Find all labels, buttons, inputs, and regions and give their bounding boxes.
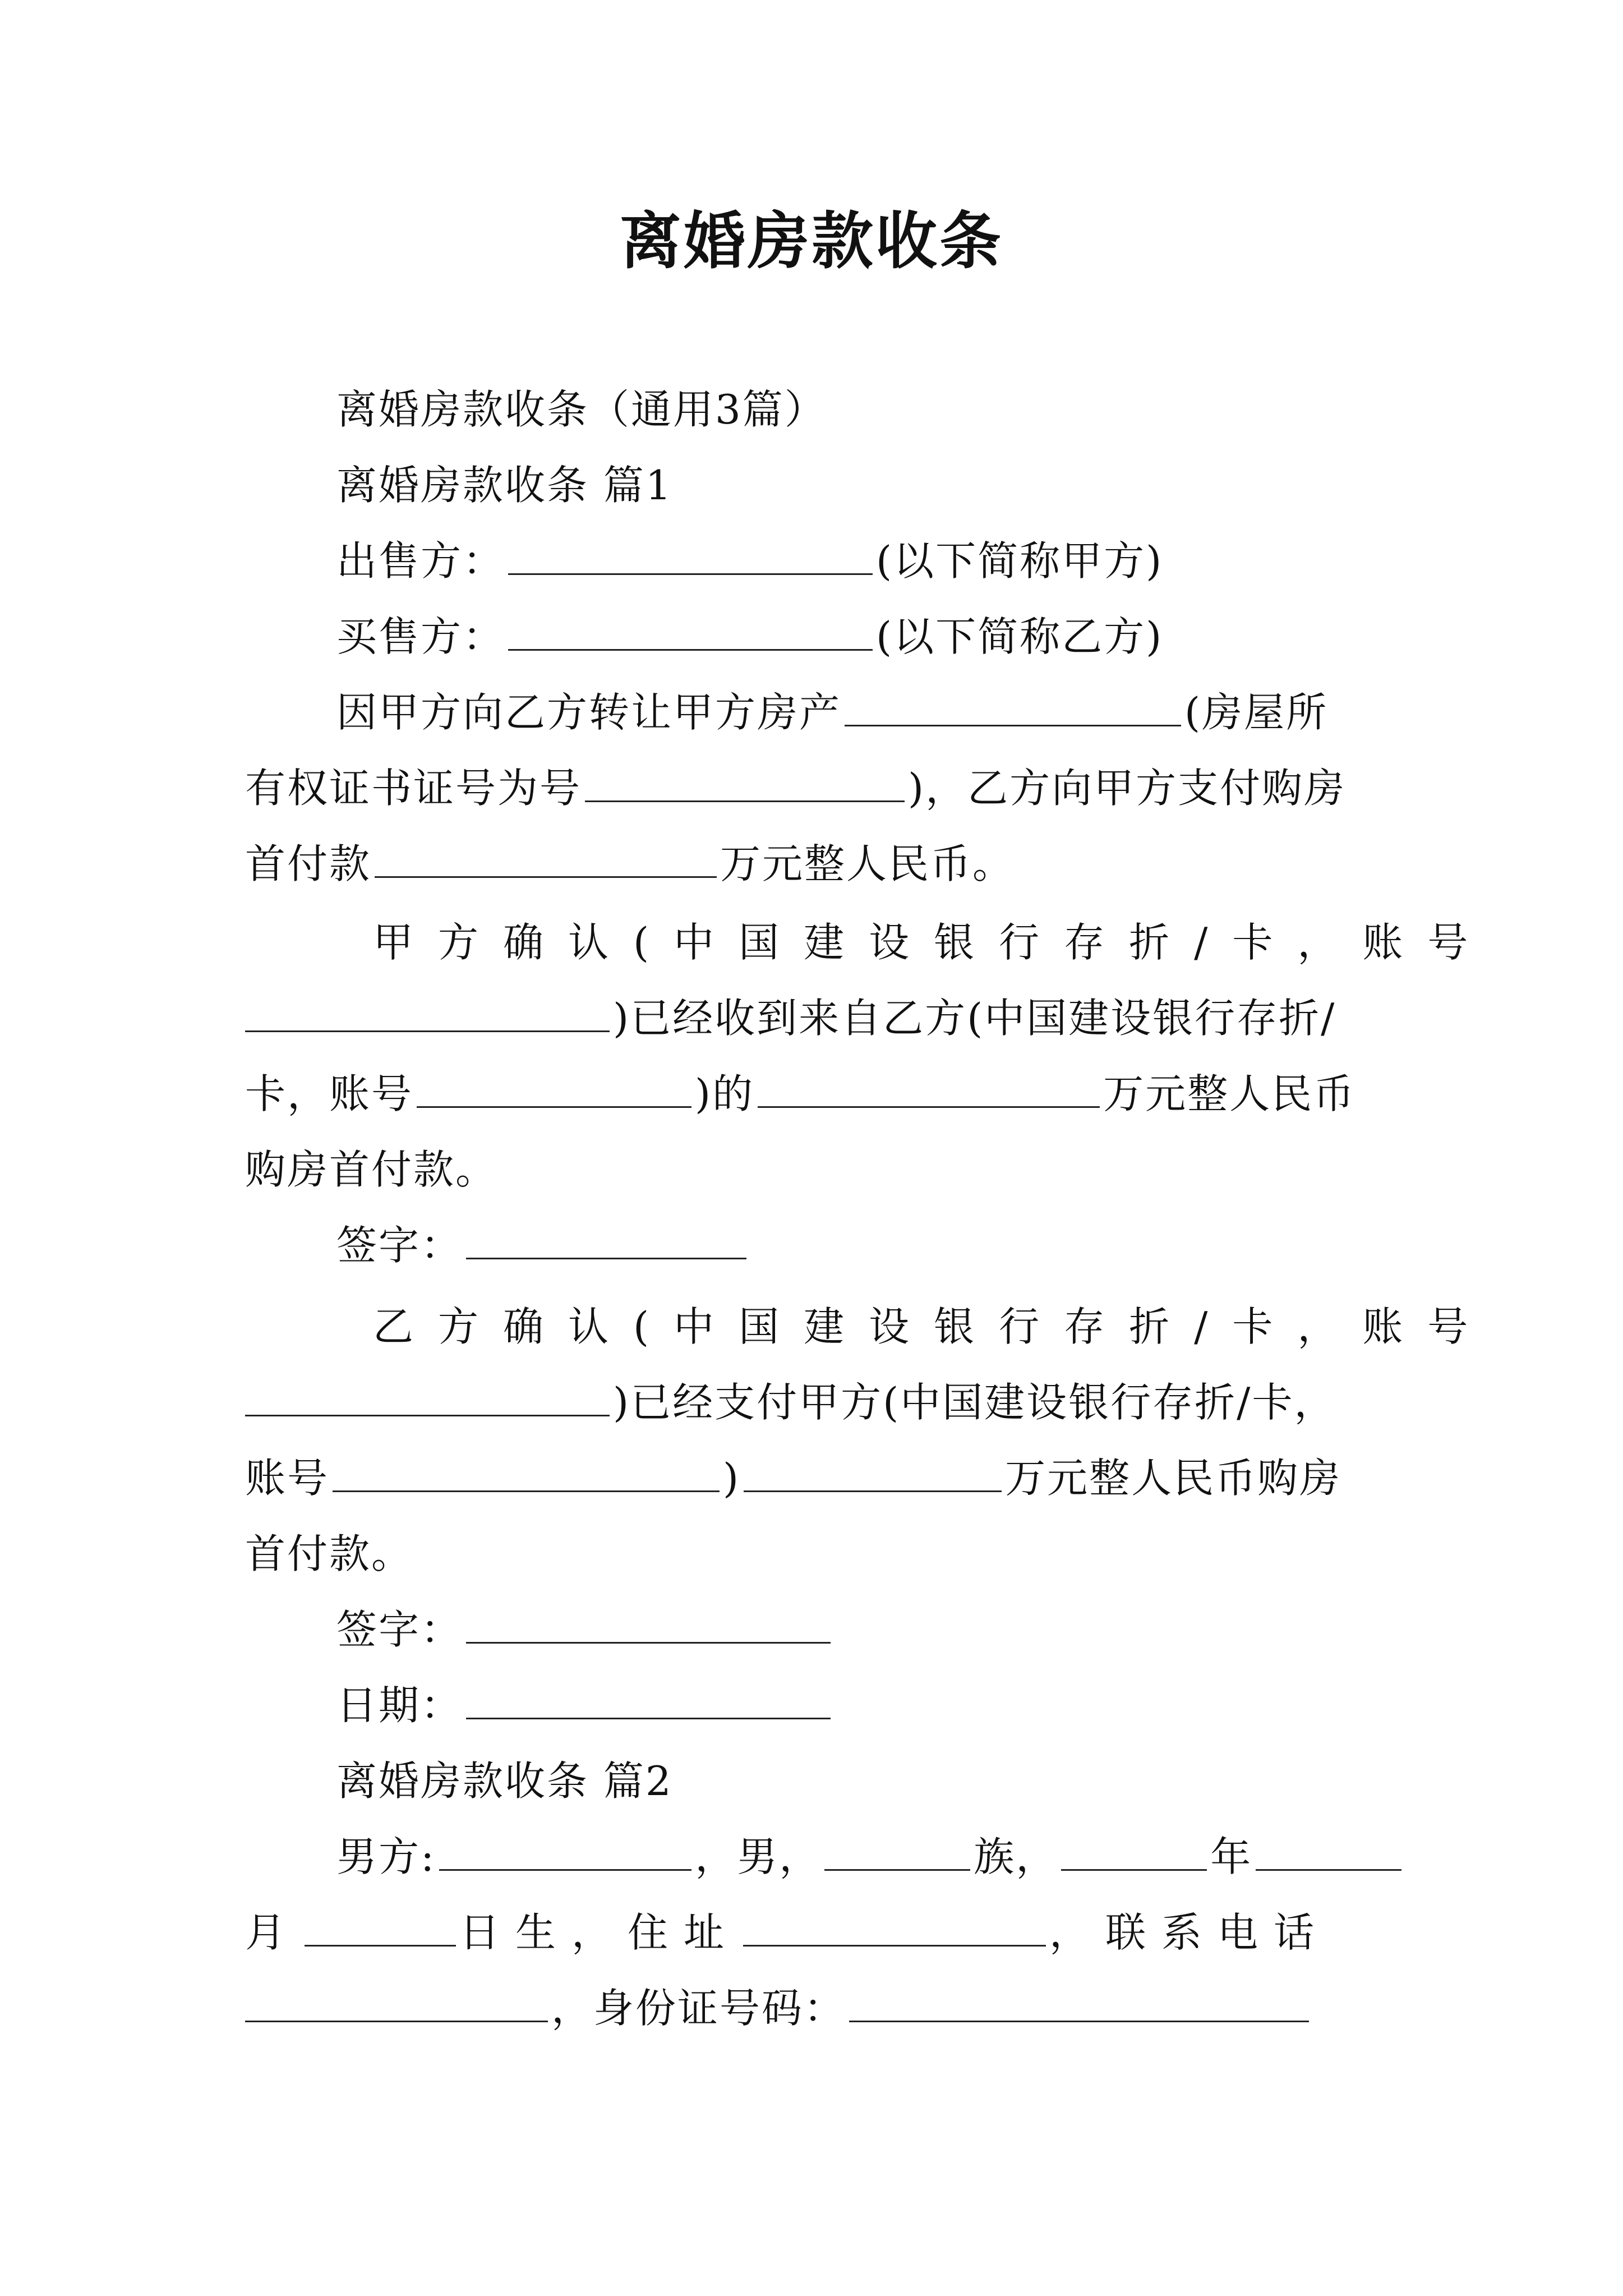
text: 日生，住址 <box>459 1909 740 1956</box>
paragraph-line <box>245 1066 1355 1122</box>
text: ，身份证号码： <box>551 1985 846 2032</box>
buyer-label: 买售方： <box>336 613 505 660</box>
signature-label: 签字： <box>336 1606 463 1653</box>
text: )已经收到来自乙方(中国建设银行存折/ <box>613 995 1336 1042</box>
paragraph-line: 购房首付款。 <box>245 1146 498 1193</box>
text: 月 <box>245 1909 302 1956</box>
signature-label: 签字： <box>336 1222 463 1269</box>
account-blank <box>245 1380 610 1416</box>
text: 万元整人民币购房 <box>1005 1455 1342 1502</box>
text: 因甲方向乙方转让甲方房产 <box>336 689 842 736</box>
paragraph-line: 乙方确认(中国建设银行存折/卡，账号 <box>373 1303 1493 1350</box>
paragraph-line: 甲方确认(中国建设银行存折/卡，账号 <box>373 919 1493 966</box>
text: ) <box>723 1455 741 1502</box>
text: )，乙方向甲方支付购房 <box>908 765 1347 812</box>
subtitle: 离婚房款收条（通用3篇） <box>336 386 827 433</box>
text: (房屋所 <box>1184 689 1329 736</box>
date-blank <box>466 1683 831 1719</box>
text: 有权证书证号为号 <box>245 765 582 812</box>
paragraph-line <box>245 836 1015 892</box>
account-blank <box>245 996 610 1032</box>
text: )的 <box>695 1070 755 1117</box>
text: 族， <box>974 1833 1058 1880</box>
part2-heading: 离婚房款收条 篇2 <box>336 1757 673 1805</box>
paragraph-line <box>245 1904 1330 1961</box>
name-blank <box>439 1834 691 1871</box>
signature-blank <box>466 1223 746 1259</box>
part1-heading: 离婚房款收条 篇1 <box>336 462 673 509</box>
paragraph-line <box>336 1829 1405 1885</box>
paragraph-line <box>245 1450 1341 1506</box>
paragraph-line <box>245 1374 1336 1430</box>
account-blank <box>333 1456 720 1492</box>
paragraph-line <box>245 990 1336 1046</box>
ethnicity-blank <box>824 1834 970 1871</box>
signature-line <box>336 1602 834 1658</box>
amount-blank <box>758 1071 1100 1108</box>
text: 卡，账号 <box>245 1070 414 1117</box>
signature-line <box>336 1217 750 1273</box>
text: 账号 <box>245 1455 330 1502</box>
paragraph-line <box>245 760 1346 816</box>
signature-blank <box>466 1607 831 1644</box>
text: )已经支付甲方(中国建设银行存折/卡， <box>613 1379 1336 1426</box>
seller-suffix: (以下简称甲方) <box>876 537 1164 585</box>
certificate-blank <box>585 766 905 802</box>
text: 首付款 <box>245 840 372 887</box>
id-number-blank <box>849 1986 1309 2022</box>
text: 年 <box>1210 1833 1253 1880</box>
text: 万元整人民币 <box>1103 1070 1356 1117</box>
month-blank <box>1256 1834 1401 1871</box>
paragraph-line <box>245 1980 1312 2036</box>
date-label: 日期： <box>336 1682 463 1729</box>
paragraph-line <box>336 684 1328 740</box>
buyer-blank <box>508 614 873 651</box>
day-blank <box>305 1910 456 1947</box>
paragraph-line: 首付款。 <box>245 1530 414 1577</box>
text: 万元整人民币。 <box>720 840 1015 887</box>
document-title: 离婚房款收条 <box>620 205 1003 277</box>
text: ，联系电话 <box>1049 1909 1330 1956</box>
text: 男方: <box>336 1833 436 1880</box>
date-line <box>336 1677 834 1733</box>
buyer-line <box>336 609 1163 665</box>
account-blank <box>417 1071 691 1108</box>
amount-blank <box>744 1456 1002 1492</box>
seller-blank <box>508 539 873 575</box>
year-blank <box>1061 1834 1207 1871</box>
address-blank <box>743 1910 1046 1947</box>
buyer-suffix: (以下简称乙方) <box>876 613 1164 660</box>
property-blank <box>845 690 1181 726</box>
seller-line <box>336 533 1163 589</box>
seller-label: 出售方： <box>336 537 505 585</box>
amount-blank <box>375 841 717 878</box>
text: ，男， <box>695 1833 822 1880</box>
phone-blank <box>245 1986 548 2022</box>
